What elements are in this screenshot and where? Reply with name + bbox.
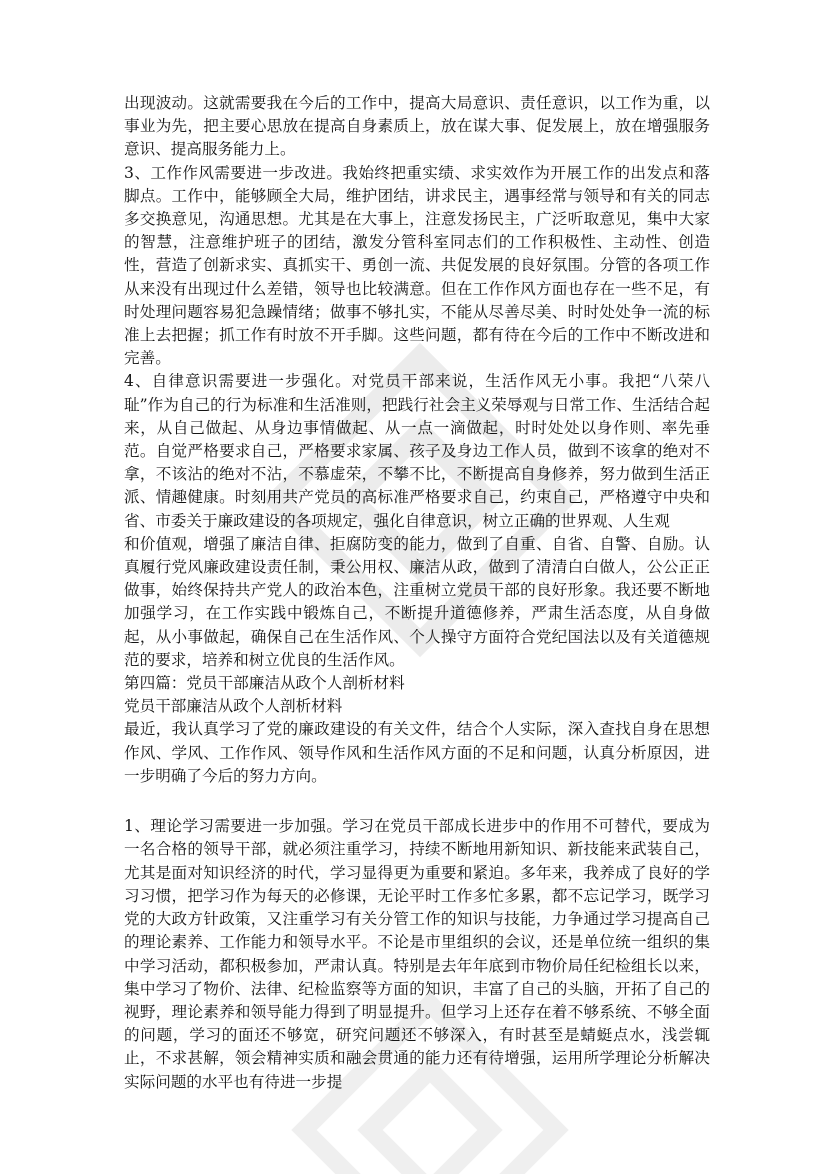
section-heading: 第四篇：党员干部廉洁从政个人剖析材料	[124, 674, 405, 693]
document-body	[124, 92, 710, 1094]
paragraph-theory-study: 1、理论学习需要进一步加强。学习在党员干部成长进步中的作用不可替代，要成为一名合格的领导干部，就必须注重学习，持续不断地用新知识、新技能来武装自己，尤其是面对知识经济的时代，学习显得更为重要和紧迫。多年来，我养成了良好的学习习惯，把学习作为每天的必修课，无论平时工作多忙多累，都不忘记学习，既学习党的大政方针政策，又注重学习有关分管工作的知识与技能，力争通过学习提高自己的理论素养、工作能力和领导水平。不论是市里组织的会议，还是单位统一组织的集中学习活动，都积极参加，严肃认真。特别是去年年底到市物价局任纪检组长以来，集中学习了物价、法律、纪检监察等方面的知识，丰富了自己的头脑，开拓了自己的视野，理论素养和领导能力得到了明显提升。但学习上还存在着不够系统、不够全面的问题，学习的面还不够宽，研究问题还不够深入，有时甚至是蜻蜓点水，浅尝辄止，不求甚解，领会精神实质和融会贯通的能力还有待增强，运用所学理论分析解决实际问题的水平也有待进一步提	[124, 817, 710, 1091]
document-title: 党员干部廉洁从政个人剖析材料	[124, 697, 343, 716]
paragraph-self-discipline: 4、自律意识需要进一步强化。对党员干部来说，生活作风无小事。我把“八荣八耻”作为自己的行为标准和生活准则，把践行社会主义荣辱观与日常工作、生活结合起来，从自己做起、从身边事情做起、从一点一滴做起，时时处处以身作则、率先垂范。自觉严格要求自己，严格要求家属、孩子及身边工作人员，做到不该拿的绝对不拿，不该沾的绝对不沾，不慕虚荣，不攀不比，不断提高自身修养，努力做到生活正派、情趣健康。时刻用共产党员的高标准严格要求自己，约束自己，严格遵守中央和省、市委关于廉政建设的各项规定，强化自律意识，树立正确的世界观、人生观	[124, 372, 710, 530]
paragraph-work-style: 3、工作作风需要进一步改进。我始终把重实绩、求实效作为开展工作的出发点和落脚点。工作中，能够顾全大局，维护团结，讲求民主，遇事经常与领导和有关的同志多交换意见，沟通思想。尤其是在大事上，注意发扬民主，广泛听取意见，集中大家的智慧，注意维护班子的团结，激发分管科室同志们的工作积极性、主动性、创造性，营造了创新求实、真抓实干、勇创一流、共促发展的良好氛围。分管的各项工作从来没有出现过什么差错，领导也比较满意。但在工作作风方面也存在一些不足，有时处理问题容易犯急躁情绪；做事不够扎实，不能从尽善尽美、时时处处争一流的标准上去把握；抓工作有时放不开手脚。这些问题，都有待在今后的工作中不断改进和完善。	[124, 163, 710, 368]
paragraph-values: 和价值观，增强了廉洁自律、拒腐防变的能力，做到了自重、自省、自警、自励。认真履行党风廉政建设责任制，秉公用权、廉洁从政，做到了清清白白做人，公公正正做事，始终保持共产党人的政治本色，注重树立党员干部的良好形象。我还要不断地加强学习，在工作实践中锻炼自己，不断提升道德修养，严肃生活态度，从自身做起，从小事做起，确保自己在生活作风、个人操守方面符合党纪国法以及有关道德规范的要求，培养和树立优良的生活作风。	[124, 534, 710, 669]
paragraph-opening: 最近，我认真学习了党的廉政建设的有关文件，结合个人实际，深入查找自身在思想作风、学风、工作作风、领导作风和生活作风方面的不足和问题，认真分析原因，进一步明确了今后的努力方向。	[124, 720, 710, 785]
blank-line	[124, 788, 710, 811]
paragraph-intro-continuation: 出现波动。这就需要我在今后的工作中，提高大局意识、责任意识，以工作为重，以事业为先，把主要心思放在提高自身素质上，放在谋大事、促发展上，放在增强服务意识、提高服务能力上。	[124, 94, 710, 159]
